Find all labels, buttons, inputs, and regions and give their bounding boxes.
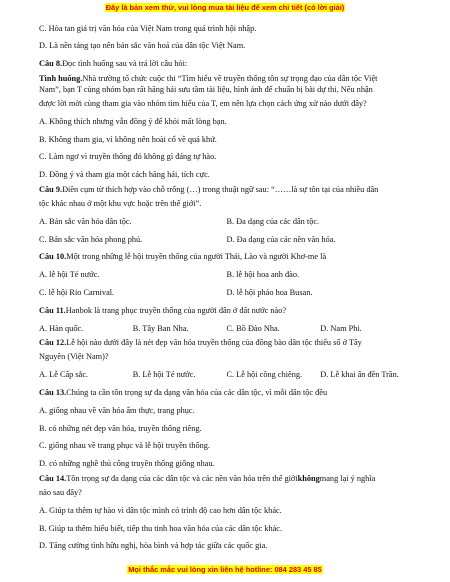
situation-label: Tình huống. [39, 73, 83, 83]
option-a: A. Giúp ta thêm tự hào vì dân tộc mình có trình độ cao hơn dân tộc khác. [39, 505, 282, 515]
question-text: Tôn trọng sự đa dạng của các dân tộc và các nền văn hóa trên thế giới [66, 473, 298, 483]
option-b: B. lễ hội hoa anh đào. [226, 270, 300, 280]
question-label: Câu 12. [39, 338, 67, 348]
option-line: D. Là nền tảng tạo nên bản sắc văn hoá của dân tộc Việt Nam. [39, 41, 246, 51]
question-text: Hanbok là trang phục truyền thống của người dân ở đất nước nào? [65, 305, 287, 315]
question-text-continued: nào sau đây? [39, 488, 82, 498]
question-12 [39, 338, 414, 349]
option-a: A. giống nhau về văn hóa ẩm thực, trang phục. [39, 405, 195, 415]
question-label: Câu 14. [39, 473, 67, 483]
options-row [39, 320, 414, 338]
question-14 [39, 473, 414, 484]
question-text: Điền cụm từ thích hợp vào chỗ trống (…) trong thuật ngữ sau: “……là sự tôn tại của nhiều dân [62, 184, 379, 194]
option-b: B. Lễ hội Té nước. [132, 370, 196, 380]
option-d: D. Lễ khai ấn đền Trần. [320, 370, 399, 380]
option-d: D. Đồng ý và tham gia một cách hăng hái, tích cực. [39, 170, 210, 180]
situation-line [39, 73, 414, 84]
option-a: A. Không thích nhưng vẫn đồng ý để khỏi mất lòng bạn. [39, 116, 227, 126]
question-label: Câu 8. [39, 59, 63, 69]
options-row [39, 367, 414, 385]
question-label: Câu 9. [39, 184, 63, 194]
option-d: D. Đa dạng của các nền văn hóa. [226, 234, 336, 244]
option-d: D. lễ hội pháo hoa Busan. [226, 288, 313, 298]
option-c: C. lễ hội Rio Carnival. [39, 288, 115, 298]
document-content [39, 20, 414, 556]
question-8 [39, 56, 414, 74]
options-row [39, 284, 414, 302]
option-b: B. Không tham gia, vì không nên hoài cổ về quá khứ. [39, 134, 217, 144]
situation-line: Nam”, bạn T cùng nhóm bạn rất hăng hái sưu tầm tài liệu, hình ảnh để chuẩn bị bài dự thi. Nếu nhận [39, 84, 373, 94]
emphasis-word: không [297, 473, 320, 483]
situation-line: được lời mời cùng tham gia vào nhóm tìm hiểu của T, em nên lựa chọn cách ứng xử nào dưới đây? [39, 99, 367, 109]
option-line: C. Hòa tan giá trị văn hóa của Việt Nam trong quá trình hội nhập. [39, 23, 257, 33]
question-label: Câu 13. [39, 388, 67, 398]
question-text: Đọc tình huống sau và trả lời câu hỏi: [62, 59, 188, 69]
options-row [39, 267, 414, 285]
question-13 [39, 384, 414, 402]
question-label: Câu 10. [39, 252, 67, 262]
option-d: D. Nam Phi. [320, 323, 362, 333]
option-a: A. Hàn quốc. [39, 323, 84, 333]
hotline-banner [0, 565, 450, 574]
question-text: Chúng ta cần tôn trọng sự đa dạng văn hóa của các dân tộc, vì mỗi dân tộc đều [66, 388, 328, 398]
options-row [39, 231, 414, 249]
option-a: A. Bản sắc văn hóa dân tộc. [39, 216, 132, 226]
option-d: D. có những nghề thủ công truyền thống giống nhau. [39, 459, 215, 469]
situation-text: Nhà trường tổ chức cuộc thi “Tìm hiểu về truyền thống tôn sự trọng đạo của dân tộc Việt [82, 73, 378, 83]
preview-banner-text: Đây là bản xem thử, vui lòng mua tài liệu để xem chi tiết (có lời giải) [105, 3, 345, 12]
question-11 [39, 302, 414, 320]
option-b: B. Đa dạng của các dân tộc. [226, 216, 320, 226]
option-d: D. Tăng cường tình hữu nghị, hòa bình và hợp tác giữa các quốc gia. [39, 541, 268, 551]
question-text: mang lại ý nghĩa [319, 473, 376, 483]
question-10 [39, 249, 414, 267]
preview-banner [0, 3, 450, 12]
option-a: A. lễ hội Té nước. [39, 270, 100, 280]
question-9 [39, 184, 414, 195]
option-b: B. Tây Ban Nha. [132, 323, 189, 333]
option-b: B. Giúp ta thêm hiểu biết, tiếp thu tinh hoa văn hóa của các dân tộc khác. [39, 523, 283, 533]
option-c: C. Bản sắc văn hóa phong phú. [39, 234, 143, 244]
question-text-continued: Nguyên (Việt Nam)? [39, 352, 109, 362]
hotline-banner-text: Mọi thắc mắc vui lòng xin liên hệ hotline: 084 283 45 85 [128, 565, 322, 574]
question-text: Một trong những lễ hội truyền thống của người Thái, Lào và người Khơ-me là [66, 252, 327, 262]
option-c: C. Lễ hội cồng chiêng. [226, 370, 303, 380]
option-b: B. có những nét đẹp văn hóa, truyền thống riêng. [39, 423, 202, 433]
option-a: A. Lễ Cấp sắc. [39, 370, 89, 380]
option-c: C. Làm ngơ vì truyền thống đó không gì đáng tự hào. [39, 152, 217, 162]
option-c: C. Bồ Đào Nha. [226, 323, 280, 333]
question-text: Lễ hội nào dưới đây là nét đẹp văn hóa truyền thống của đồng bào dân tộc thiểu số ở Tây [66, 338, 362, 348]
option-c: C. giống nhau về trang phục và lễ hội truyền thống. [39, 441, 210, 451]
question-label: Câu 11. [39, 305, 66, 315]
question-text-continued: tộc khác nhau ở một khu vực hoặc trên thế giới”. [39, 199, 202, 209]
options-row [39, 213, 414, 231]
